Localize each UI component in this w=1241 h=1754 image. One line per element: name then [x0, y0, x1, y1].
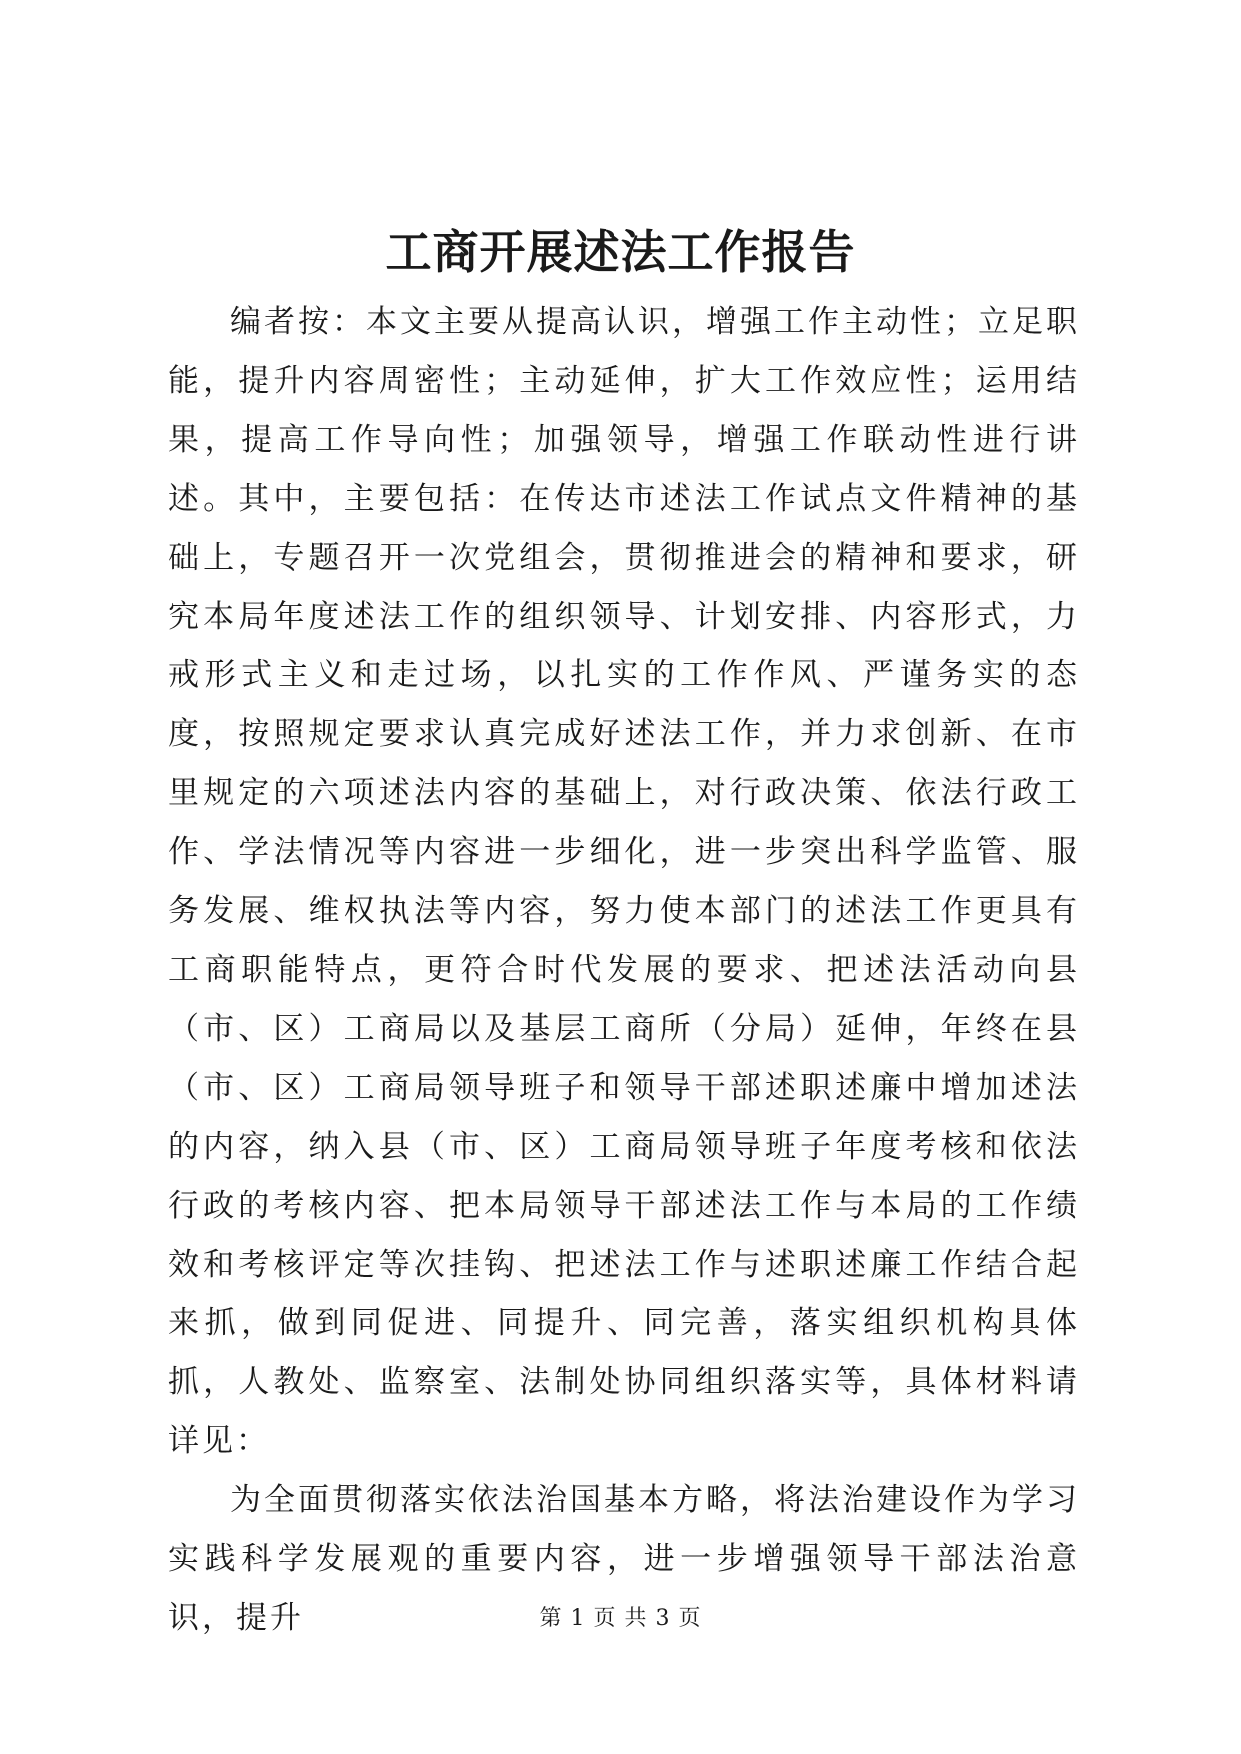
- document-title: 工商开展述法工作报告: [385, 225, 856, 279]
- document-body: [168, 293, 1080, 1648]
- body-paragraph: 为全面贯彻落实依法治国基本方略，将法治建设作为学习实践科学发展观的重要内容，进一步增强领导干部法治意识，提升: [168, 1482, 1080, 1636]
- editor-note-paragraph: 编者按：本文主要从提高认识，增强工作主动性；立足职能，提升内容周密性；主动延伸，扩大工作效应性；运用结果，提高工作导向性；加强领导，增强工作联动性进行讲述。其中，主要包括：在传达市述法工作试点文件精神的基础上，专题召开一次党组会，贯彻推进会的精神和要求，研究本局年度述法工作的组织领导、计划安排、内容形式，力戒形式主义和走过场，以扎实的工作作风、严谨务实的态度，按照规定要求认真完成好述法工作，并力求创新、在市里规定的六项述法内容的基础上，对行政决策、依法行政工作、学法情况等内容进一步细化，进一步突出科学监管、服务发展、维权执法等内容，努力使本部门的述法工作更具有工商职能特点，更符合时代发展的要求、把述法活动向县（市、区）工商局以及基层工商所（分局）延伸，年终在县（市、区）工商局领导班子和领导干部述职述廉中增加述法的内容，纳入县（市、区）工商局领导班子年度考核和依法行政的考核内容、把本局领导干部述法工作与本局的工作绩效和考核评定等次挂钩、把述法工作与述职述廉工作结合起来抓，做到同促进、同提升、同完善，落实组织机构具体抓，人教处、监察室、法制处协同组织落实等，具体材料请详见：: [168, 304, 1080, 1460]
- page-footer: 第 1 页 共 3 页: [539, 1606, 702, 1631]
